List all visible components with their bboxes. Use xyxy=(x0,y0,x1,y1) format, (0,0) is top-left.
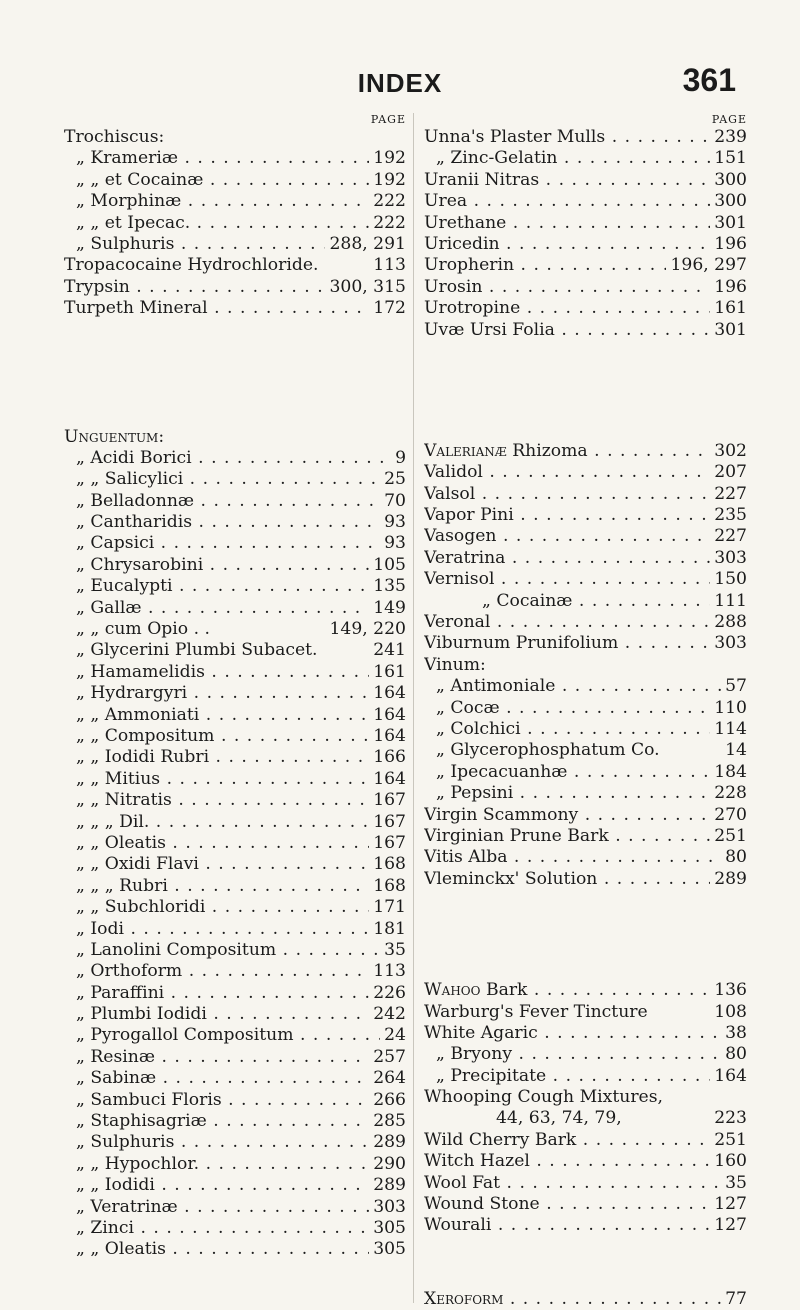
index-entry-page: 289 xyxy=(373,1132,406,1153)
index-entry-term: Unna's Plaster Mulls . . . xyxy=(424,127,710,148)
index-entry-term: Trochiscus: xyxy=(64,127,165,147)
index-entry-term: Warburg's Fever Tincture xyxy=(424,1001,648,1022)
index-entry xyxy=(424,980,747,1001)
index-entry xyxy=(424,805,747,826)
index-entry-page: 77 xyxy=(725,1288,747,1309)
index-entry-page: 288, 291 xyxy=(329,233,406,254)
index-entry-page: 207 xyxy=(714,462,747,483)
index-entry-term: „ Staphisagriæ . . . xyxy=(64,1111,369,1132)
index-entry xyxy=(64,1239,406,1260)
index-entry-page: 222 xyxy=(373,191,406,212)
index-block-trochiscus xyxy=(64,127,406,320)
index-entry-page: 93 xyxy=(384,533,406,554)
index-entry-page: 251 xyxy=(714,1129,747,1150)
index-entry-term: „ Lanolini Compositum . . . xyxy=(64,940,380,961)
index-entry-page: 242 xyxy=(373,1004,406,1025)
index-entry-term: Tropacocaine Hydrochloride. xyxy=(64,255,319,276)
index-entry-page: 93 xyxy=(384,512,406,533)
index-block-x xyxy=(424,1289,747,1310)
index-entry xyxy=(64,790,406,811)
index-entry-page: 303 xyxy=(714,633,747,654)
index-entry-term: Viburnum Prunifolium . . . xyxy=(424,633,710,654)
index-entry-page: 150 xyxy=(714,569,747,590)
index-entry-term: „ „ cum Opio . . xyxy=(76,619,210,640)
column-divider xyxy=(413,113,414,1303)
index-entry xyxy=(64,1132,406,1153)
page-header xyxy=(0,62,800,102)
index-entry xyxy=(64,1090,406,1111)
index-entry xyxy=(64,854,406,875)
index-entry-page: 285 xyxy=(373,1111,406,1132)
index-entry xyxy=(424,170,747,191)
index-entry-page: 166 xyxy=(373,747,406,768)
index-entry xyxy=(424,612,747,633)
index-entry-term: „ Orthoform . . . xyxy=(64,961,369,982)
index-entry-page: 108 xyxy=(714,1001,747,1022)
index-entry-page: 192 xyxy=(373,148,406,169)
index-entry xyxy=(64,298,406,319)
index-entry-page: 300, 315 xyxy=(329,276,406,297)
index-entry-page: 25 xyxy=(384,469,406,490)
index-entry-term: „ „ Subchloridi . . . xyxy=(64,897,369,918)
index-entry-term: Wourali . . . xyxy=(424,1215,710,1236)
index-entry xyxy=(424,655,747,676)
index-entry xyxy=(64,812,406,833)
index-entry-page: 110 xyxy=(714,697,747,718)
index-entry-page: 302 xyxy=(714,440,747,461)
index-entry-term: Valerianæ Rhizoma . . . xyxy=(424,441,710,462)
index-entry-term: Wound Stone . . . xyxy=(424,1194,710,1215)
index-entry-page: 257 xyxy=(373,1046,406,1067)
index-block-unguentum xyxy=(64,427,406,1261)
index-entry-term: „ „ Oxidi Flavi . . . xyxy=(64,854,369,875)
index-entry xyxy=(424,548,747,569)
index-entry-page: 70 xyxy=(384,490,406,511)
index-entry xyxy=(64,1068,406,1089)
right-column xyxy=(424,113,747,1310)
index-entry-page: 135 xyxy=(373,576,406,597)
index-entry-term: „ „ Hypochlor. . . . xyxy=(64,1154,369,1175)
index-entry xyxy=(424,462,747,483)
index-entry-term: „ Sulphuris . . . xyxy=(64,234,325,255)
index-entry xyxy=(424,676,747,697)
index-entry-term: Uranii Nitras . . . xyxy=(424,170,710,191)
index-entry xyxy=(64,1154,406,1175)
index-entry-term: „ Gallæ . . . xyxy=(64,598,369,619)
index-entry-term: Urethane . . . xyxy=(424,213,710,234)
index-entry xyxy=(424,762,747,783)
index-entry-page: 303 xyxy=(714,547,747,568)
index-entry-term: Vapor Pini . . . xyxy=(424,505,710,526)
index-entry xyxy=(64,598,406,619)
index-entry xyxy=(424,1108,747,1129)
index-entry xyxy=(64,234,406,255)
index-entry-page: 192 xyxy=(373,169,406,190)
index-entry-page: 289 xyxy=(714,868,747,889)
index-entry-term: Uvæ Ursi Folia . . . xyxy=(424,320,710,341)
index-entry-term: Vinum: xyxy=(424,654,486,675)
index-entry-term: Urotropine . . . xyxy=(424,298,710,319)
index-entry xyxy=(64,277,406,298)
index-entry-page: 264 xyxy=(373,1068,406,1089)
index-entry-page: 9 xyxy=(395,447,406,468)
index-entry xyxy=(64,148,406,169)
index-block-w xyxy=(424,980,747,1237)
index-entry xyxy=(64,940,406,961)
index-entry xyxy=(64,1047,406,1068)
index-entry-page: 235 xyxy=(714,505,747,526)
index-entry xyxy=(424,1044,747,1065)
index-entry-term: „ „ Nitratis . . . xyxy=(64,790,369,811)
index-entry xyxy=(64,726,406,747)
index-entry xyxy=(424,783,747,804)
index-entry-page: 111 xyxy=(714,590,747,611)
index-entry-page: 149 xyxy=(373,597,406,618)
index-entry-page: 114 xyxy=(714,718,747,739)
index-entry-term: Xeroform . . . xyxy=(424,1289,721,1310)
index-entry-term: Unguentum: xyxy=(64,426,165,447)
index-entry-term: „ Sabinæ . . . xyxy=(64,1068,369,1089)
index-entry-page: 38 xyxy=(725,1022,747,1043)
index-entry-term: Vitis Alba . . . xyxy=(424,847,721,868)
index-entry-page: 181 xyxy=(373,918,406,939)
index-entry-term: „ „ Ammoniati . . . xyxy=(64,705,369,726)
index-entry xyxy=(424,591,747,612)
index-entry xyxy=(64,213,406,234)
index-entry-page: 305 xyxy=(373,1239,406,1260)
index-entry-term: „ „ „ Rubri . . . xyxy=(64,876,369,897)
index-entry xyxy=(64,191,406,212)
index-entry xyxy=(424,255,747,276)
index-entry-page: 80 xyxy=(725,847,747,868)
index-entry-page: 196 xyxy=(714,276,747,297)
index-entry xyxy=(424,1289,747,1310)
index-entry-page: 266 xyxy=(373,1089,406,1110)
index-entry-term: Uropherin . . . xyxy=(424,255,666,276)
index-entry xyxy=(64,961,406,982)
index-entry-page: 113 xyxy=(373,255,406,276)
index-entry-term: „ Cocæ . . . xyxy=(424,698,710,719)
index-entry xyxy=(64,1218,406,1239)
index-entry-page: 164 xyxy=(373,683,406,704)
index-entry-page: 227 xyxy=(714,483,747,504)
index-entry xyxy=(64,512,406,533)
index-entry xyxy=(64,919,406,940)
index-entry-term: Vernisol . . . xyxy=(424,569,710,590)
index-entry-term: 44, 63, 74, 79, xyxy=(496,1108,622,1129)
index-entry-term: „ „ Oleatis . . . xyxy=(64,833,369,854)
index-entry xyxy=(64,469,406,490)
index-entry xyxy=(64,491,406,512)
index-entry-term: Virginian Prune Bark . . . xyxy=(424,826,710,847)
index-entry-term: „ Precipitate . . . xyxy=(424,1066,710,1087)
index-entry-page: 196, 297 xyxy=(670,255,747,276)
index-entry xyxy=(64,255,406,276)
index-entry xyxy=(424,127,747,148)
index-entry xyxy=(64,170,406,191)
index-entry xyxy=(64,1175,406,1196)
index-entry xyxy=(424,1023,747,1044)
index-entry xyxy=(424,1066,747,1087)
index-entry-term: „ Veratrinæ . . . xyxy=(64,1197,369,1218)
index-entry-term: „ Iodi . . . xyxy=(64,919,369,940)
index-entry-term: Vasogen . . . xyxy=(424,526,710,547)
index-entry-page: 223 xyxy=(714,1108,747,1129)
index-entry xyxy=(424,1194,747,1215)
index-entry xyxy=(64,747,406,768)
index-entry xyxy=(64,662,406,683)
index-entry-term: „ Krameriæ . . . xyxy=(64,148,369,169)
index-entry xyxy=(424,484,747,505)
index-entry-term: Trypsin . . . xyxy=(64,277,325,298)
index-entry-page xyxy=(402,427,406,448)
index-entry-term: „ „ „ Dil. . . . xyxy=(64,812,369,833)
index-entry xyxy=(64,619,406,640)
index-entry-term: „ Eucalypti . . . xyxy=(64,576,369,597)
index-entry-page: 35 xyxy=(725,1172,747,1193)
page-title: INDEX xyxy=(357,68,443,98)
index-entry-page: 57 xyxy=(725,676,747,697)
index-entry-page: 105 xyxy=(373,554,406,575)
index-entry-term: „ Ipecacuanhæ . . . xyxy=(424,762,710,783)
index-entry-page: 149, 220 xyxy=(329,619,406,640)
index-entry xyxy=(424,320,747,341)
index-entry-term: „ „ et Cocainæ . . . xyxy=(64,170,369,191)
index-entry-term: „ „ Oleatis . . . xyxy=(64,1239,369,1260)
index-entry-term: Whooping Cough Mixtures, xyxy=(424,1087,664,1108)
index-entry-term: „ „ Iodidi . . . xyxy=(64,1175,369,1196)
page-column-label: PAGE xyxy=(711,113,747,126)
index-entry-page: 151 xyxy=(714,148,747,169)
index-entry-page: 289 xyxy=(373,1175,406,1196)
index-entry-term: Veratrina . . . xyxy=(424,548,710,569)
index-entry-page: 127 xyxy=(714,1194,747,1215)
page-number: 361 xyxy=(682,62,736,98)
index-block-u xyxy=(424,127,747,341)
index-entry xyxy=(64,1025,406,1046)
index-entry-term: Virgin Scammony . . . xyxy=(424,805,710,826)
index-entry-term: „ Hamamelidis . . . xyxy=(64,662,369,683)
index-entry-page: 290 xyxy=(373,1153,406,1174)
index-entry xyxy=(64,555,406,576)
left-column xyxy=(64,113,406,1261)
index-entry-page: 305 xyxy=(373,1217,406,1238)
index-entry-term: „ Colchici . . . xyxy=(424,719,710,740)
index-entry xyxy=(424,1215,747,1236)
index-entry xyxy=(424,1151,747,1172)
index-entry-page: 168 xyxy=(373,875,406,896)
index-entry-page: 35 xyxy=(384,939,406,960)
index-entry xyxy=(424,633,747,654)
index-entry xyxy=(424,826,747,847)
index-entry-page: 164 xyxy=(373,768,406,789)
index-entry xyxy=(424,847,747,868)
index-block-v xyxy=(424,441,747,890)
index-entry-term: Witch Hazel . . . xyxy=(424,1151,710,1172)
index-entry-page: 167 xyxy=(373,790,406,811)
index-entry-term: „ Resinæ . . . xyxy=(64,1047,369,1068)
index-entry-term: „ Bryony . . . xyxy=(424,1044,721,1065)
index-entry-page: 239 xyxy=(714,127,747,147)
index-entry xyxy=(424,1087,747,1108)
index-entry-page: 222 xyxy=(373,212,406,233)
index-entry-page: 113 xyxy=(373,961,406,982)
index-entry xyxy=(424,719,747,740)
index-entry xyxy=(424,526,747,547)
index-entry-page: 171 xyxy=(373,897,406,918)
index-entry-page: 251 xyxy=(714,825,747,846)
index-entry-term: „ Glycerophosphatum Co. xyxy=(436,740,660,761)
index-entry-page: 228 xyxy=(714,783,747,804)
index-entry-page xyxy=(743,1087,747,1108)
index-entry-page: 80 xyxy=(725,1044,747,1065)
index-entry-term: „ Acidi Borici . . . xyxy=(64,448,391,469)
index-entry-term: „ Paraffini . . . xyxy=(64,983,369,1004)
index-entry-page: 167 xyxy=(373,811,406,832)
index-entry-term: „ „ Mitius . . . xyxy=(64,769,369,790)
page-column-label: PAGE xyxy=(370,113,406,126)
index-entry xyxy=(64,769,406,790)
index-entry-page: 24 xyxy=(384,1025,406,1046)
index-entry-page: 288 xyxy=(714,612,747,633)
index-entry-page: 226 xyxy=(373,982,406,1003)
index-entry xyxy=(424,298,747,319)
index-entry-term: „ Sulphuris . . . xyxy=(64,1132,369,1153)
index-entry-term: „ „ et Ipecac. . . . xyxy=(64,213,369,234)
index-entry-term: „ Pyrogallol Compositum . . . xyxy=(64,1025,380,1046)
index-entry-page: 227 xyxy=(714,526,747,547)
index-entry xyxy=(64,448,406,469)
index-entry-term: Urea . . . xyxy=(424,191,710,212)
index-entry-page xyxy=(743,655,747,676)
index-entry-page: 301 xyxy=(714,319,747,340)
index-entry-term: „ „ Compositum . . . xyxy=(64,726,369,747)
index-entry-term: Wool Fat . . . xyxy=(424,1173,721,1194)
index-entry-term: Wild Cherry Bark . . . xyxy=(424,1130,710,1151)
index-entry xyxy=(424,869,747,890)
index-entry xyxy=(64,1004,406,1025)
index-entry xyxy=(424,213,747,234)
index-entry-term: „ Pepsini . . . xyxy=(424,783,710,804)
index-entry-page: 300 xyxy=(714,169,747,190)
index-entry xyxy=(64,833,406,854)
index-entry-page: 164 xyxy=(373,704,406,725)
index-entry-page: 168 xyxy=(373,854,406,875)
index-entry xyxy=(64,983,406,1004)
index-entry-term: Wahoo Bark . . . xyxy=(424,980,710,1001)
index-entry xyxy=(424,277,747,298)
index-entry xyxy=(64,876,406,897)
index-entry-page: 127 xyxy=(714,1215,747,1236)
index-entry-term: „ Morphinæ . . . xyxy=(64,191,369,212)
index-entry-term: Veronal . . . xyxy=(424,612,710,633)
index-entry-page: 167 xyxy=(373,832,406,853)
index-entry xyxy=(424,148,747,169)
index-entry-term: „ Glycerini Plumbi Subacet. xyxy=(76,640,318,661)
index-entry xyxy=(64,705,406,726)
index-entry xyxy=(424,234,747,255)
index-entry xyxy=(424,191,747,212)
index-entry-term: „ „ Iodidi Rubri . . . xyxy=(64,747,369,768)
index-entry-term: „ Cantharidis . . . xyxy=(64,512,380,533)
index-entry-page: 161 xyxy=(714,298,747,319)
index-entry-page: 270 xyxy=(714,804,747,825)
index-entry-term: „ Chrysarobini . . . xyxy=(64,555,369,576)
index-entry xyxy=(64,1197,406,1218)
index-entry-term: Vleminckx' Solution . . . xyxy=(424,869,710,890)
index-entry-page: 300 xyxy=(714,191,747,212)
index-entry-page: 136 xyxy=(714,980,747,1001)
index-entry-term: „ Belladonnæ . . . xyxy=(64,491,380,512)
index-entry-page xyxy=(402,127,406,148)
index-entry-term: „ Plumbi Iodidi . . . xyxy=(64,1004,369,1025)
index-entry-term: „ Zinci . . . xyxy=(64,1218,369,1239)
index-entry xyxy=(64,576,406,597)
index-entry-term: „ Hydrargyri . . . xyxy=(64,683,369,704)
index-entry xyxy=(64,683,406,704)
index-entry xyxy=(424,505,747,526)
index-entry xyxy=(64,640,406,661)
index-entry-term: White Agaric . . . xyxy=(424,1023,721,1044)
index-entry xyxy=(64,127,406,148)
index-entry-term: „ Antimoniale . . . xyxy=(424,676,721,697)
index-entry-term: „ „ Salicylici . . . xyxy=(64,469,380,490)
index-entry-page: 241 xyxy=(373,640,406,661)
index-entry xyxy=(424,1002,747,1023)
index-entry xyxy=(424,698,747,719)
index-entry-page: 160 xyxy=(714,1151,747,1172)
index-entry-term: Valsol . . . xyxy=(424,484,710,505)
index-entry-term: „ Capsici . . . xyxy=(64,533,380,554)
index-entry-page: 172 xyxy=(373,298,406,319)
index-entry xyxy=(64,1111,406,1132)
index-entry xyxy=(424,1130,747,1151)
index-entry xyxy=(424,740,747,761)
index-entry-page: 164 xyxy=(373,725,406,746)
index-entry-term: Uricedin . . . xyxy=(424,234,710,255)
index-entry xyxy=(424,569,747,590)
index-entry-term: Urosin . . . xyxy=(424,277,710,298)
index-entry xyxy=(424,441,747,462)
index-entry-page: 184 xyxy=(714,761,747,782)
index-entry-page: 301 xyxy=(714,212,747,233)
index-entry xyxy=(64,897,406,918)
index-entry-page: 164 xyxy=(714,1065,747,1086)
index-entry xyxy=(64,427,406,448)
index-entry-page: 161 xyxy=(373,661,406,682)
index-entry-term: Turpeth Mineral . . . xyxy=(64,298,369,319)
index-entry-term: „ Zinc-Gelatin . . . xyxy=(424,148,710,169)
index-entry-term: „ Cocainæ . . . xyxy=(424,591,710,612)
index-entry xyxy=(64,533,406,554)
index-entry-term: Validol . . . xyxy=(424,462,710,483)
index-entry-page: 14 xyxy=(725,740,747,761)
index-entry-term: „ Sambuci Floris . . . xyxy=(64,1090,369,1111)
index-entry-page: 303 xyxy=(373,1196,406,1217)
index-entry-page: 196 xyxy=(714,233,747,254)
index-entry xyxy=(424,1173,747,1194)
